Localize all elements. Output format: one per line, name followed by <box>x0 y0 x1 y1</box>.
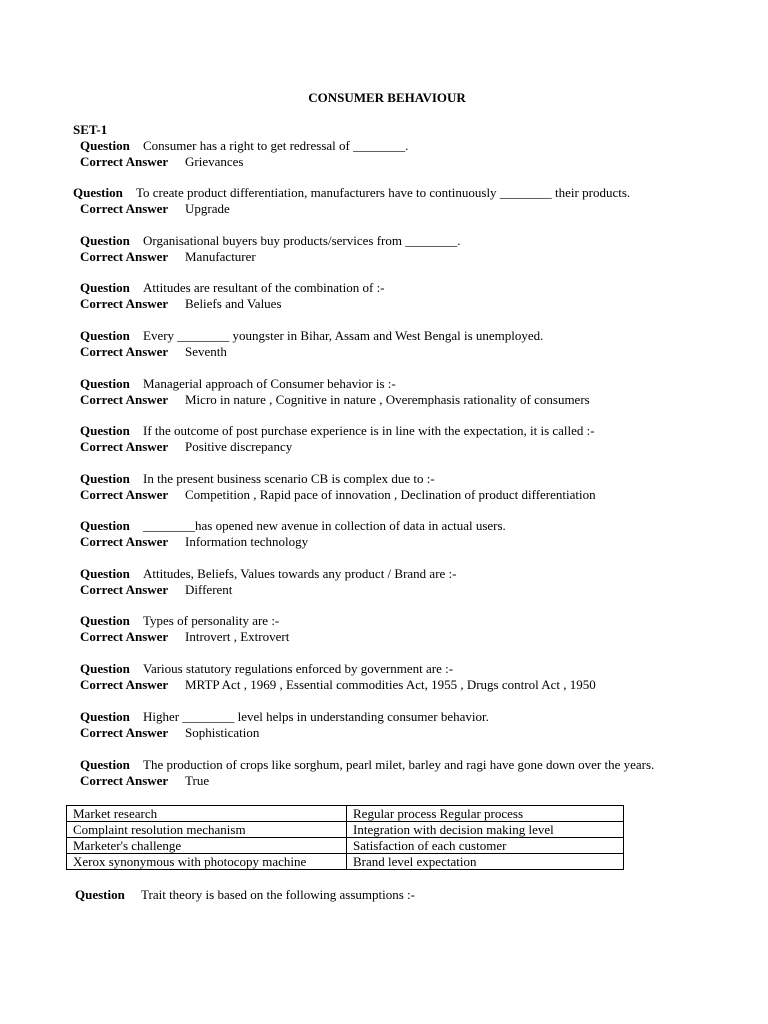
answer-row <box>80 201 630 217</box>
answer-row <box>80 392 590 408</box>
table-cell-term: Market research <box>67 806 347 822</box>
question-label: Question <box>80 757 130 772</box>
answer-text: Introvert , Extrovert <box>185 629 290 644</box>
question-row <box>80 376 590 392</box>
answer-text: Grievances <box>185 154 244 169</box>
answer-label: Correct Answer <box>80 534 169 549</box>
question-row <box>80 613 289 629</box>
answer-label: Correct Answer <box>80 629 169 644</box>
table-cell-match: Satisfaction of each customer <box>347 838 624 854</box>
qa-block <box>80 328 543 360</box>
answer-text: Micro in nature , Cognitive in nature , Overemphasis rationality of consumers <box>185 392 590 407</box>
answer-text: Positive discrepancy <box>185 439 293 454</box>
last-question-row <box>75 887 415 903</box>
table-row <box>67 822 624 838</box>
qa-block <box>80 757 654 789</box>
table-cell-term: Xerox synonymous with photocopy machine <box>67 854 347 870</box>
question-text: Every ________ youngster in Bihar, Assam and West Bengal is unemployed. <box>143 328 544 343</box>
qa-block <box>80 661 596 693</box>
answer-row <box>80 344 543 360</box>
table-cell-match: Regular process Regular process <box>347 806 624 822</box>
question-label: Question <box>80 138 130 153</box>
answer-row <box>80 773 654 789</box>
qa-block <box>80 518 506 550</box>
question-row <box>80 566 457 582</box>
question-label: Question <box>80 661 130 676</box>
answer-text: Sophistication <box>185 725 260 740</box>
question-text: Attitudes are resultant of the combination of :- <box>143 280 385 295</box>
question-text: The production of crops like sorghum, pearl milet, barley and ragi have gone down over the years. <box>143 757 655 772</box>
answer-label: Correct Answer <box>80 201 169 216</box>
question-label: Question <box>80 613 130 628</box>
question-row <box>80 757 654 773</box>
question-label: Question <box>80 376 130 391</box>
question-label: Question <box>75 887 125 902</box>
question-label: Question <box>80 471 130 486</box>
answer-row <box>80 677 596 693</box>
answer-row <box>80 154 408 170</box>
document-title: CONSUMER BEHAVIOUR <box>308 90 466 105</box>
question-label: Question <box>80 566 130 581</box>
question-row <box>80 709 489 725</box>
question-label: Question <box>73 185 123 200</box>
qa-block <box>80 423 595 455</box>
answer-label: Correct Answer <box>80 296 169 311</box>
qa-block <box>80 280 385 312</box>
answer-text: True <box>185 773 210 788</box>
answer-text: Beliefs and Values <box>185 296 282 311</box>
qa-block <box>73 185 630 217</box>
table-cell-term: Complaint resolution mechanism <box>67 822 347 838</box>
question-text: ________has opened new avenue in collection of data in actual users. <box>143 518 506 533</box>
answer-text: MRTP Act , 1969 , Essential commodities Act, 1955 , Drugs control Act , 1950 <box>185 677 596 692</box>
table-row <box>67 838 624 854</box>
table-row <box>67 854 624 870</box>
question-text: Managerial approach of Consumer behavior is :- <box>143 376 396 391</box>
table-row <box>67 806 624 822</box>
answer-label: Correct Answer <box>80 154 169 169</box>
answer-row <box>80 725 489 741</box>
question-row <box>80 471 596 487</box>
answer-text: Upgrade <box>185 201 230 216</box>
question-text: Organisational buyers buy products/services from ________. <box>143 233 461 248</box>
question-text: Types of personality are :- <box>143 613 280 628</box>
table-cell-match: Integration with decision making level <box>347 822 624 838</box>
answer-label: Correct Answer <box>80 249 169 264</box>
qa-block <box>80 709 489 741</box>
question-row <box>80 328 543 344</box>
question-text: To create product differentiation, manufacturers have to continuously ________ their products. <box>136 185 631 200</box>
answer-row <box>80 629 289 645</box>
question-text: Higher ________ level helps in understanding consumer behavior. <box>143 709 489 724</box>
qa-block <box>80 471 596 503</box>
answer-label: Correct Answer <box>80 677 169 692</box>
answer-text: Seventh <box>185 344 227 359</box>
table-cell-match: Brand level expectation <box>347 854 624 870</box>
question-label: Question <box>80 280 130 295</box>
set-label: SET-1 <box>73 122 108 137</box>
answer-label: Correct Answer <box>80 392 169 407</box>
qa-block <box>80 233 460 265</box>
answer-row <box>80 439 595 455</box>
question-row <box>80 280 385 296</box>
question-text: Attitudes, Beliefs, Values towards any product / Brand are :- <box>143 566 457 581</box>
question-text: In the present business scenario CB is complex due to :- <box>143 471 435 486</box>
answer-text: Competition , Rapid pace of innovation , Declination of product differentiation <box>185 487 596 502</box>
answer-row <box>80 487 596 503</box>
answer-text: Information technology <box>185 534 309 549</box>
answer-label: Correct Answer <box>80 439 169 454</box>
question-text: Trait theory is based on the following assumptions :- <box>141 887 415 902</box>
qa-block <box>80 138 408 170</box>
answer-label: Correct Answer <box>80 487 169 502</box>
answer-label: Correct Answer <box>80 582 169 597</box>
qa-block <box>80 376 590 408</box>
question-row <box>73 185 630 201</box>
answer-label: Correct Answer <box>80 344 169 359</box>
answer-text: Manufacturer <box>185 249 256 264</box>
answer-row <box>80 296 385 312</box>
question-text: If the outcome of post purchase experience is in line with the expectation, it is called :- <box>143 423 595 438</box>
answer-row <box>80 582 457 598</box>
question-row <box>80 138 408 154</box>
question-row <box>80 423 595 439</box>
answer-text: Different <box>185 582 233 597</box>
question-label: Question <box>80 328 130 343</box>
question-row <box>80 518 506 534</box>
question-text: Various statutory regulations enforced by government are :- <box>143 661 454 676</box>
question-label: Question <box>80 423 130 438</box>
question-label: Question <box>80 709 130 724</box>
answer-row <box>80 534 506 550</box>
qa-block <box>80 566 457 598</box>
question-text: Consumer has a right to get redressal of ________. <box>143 138 409 153</box>
answer-row <box>80 249 460 265</box>
question-label: Question <box>80 518 130 533</box>
question-label: Question <box>80 233 130 248</box>
question-row <box>80 233 460 249</box>
table-cell-term: Marketer's challenge <box>67 838 347 854</box>
match-table <box>66 805 624 870</box>
answer-label: Correct Answer <box>80 773 169 788</box>
answer-label: Correct Answer <box>80 725 169 740</box>
qa-block <box>80 613 289 645</box>
question-row <box>80 661 596 677</box>
